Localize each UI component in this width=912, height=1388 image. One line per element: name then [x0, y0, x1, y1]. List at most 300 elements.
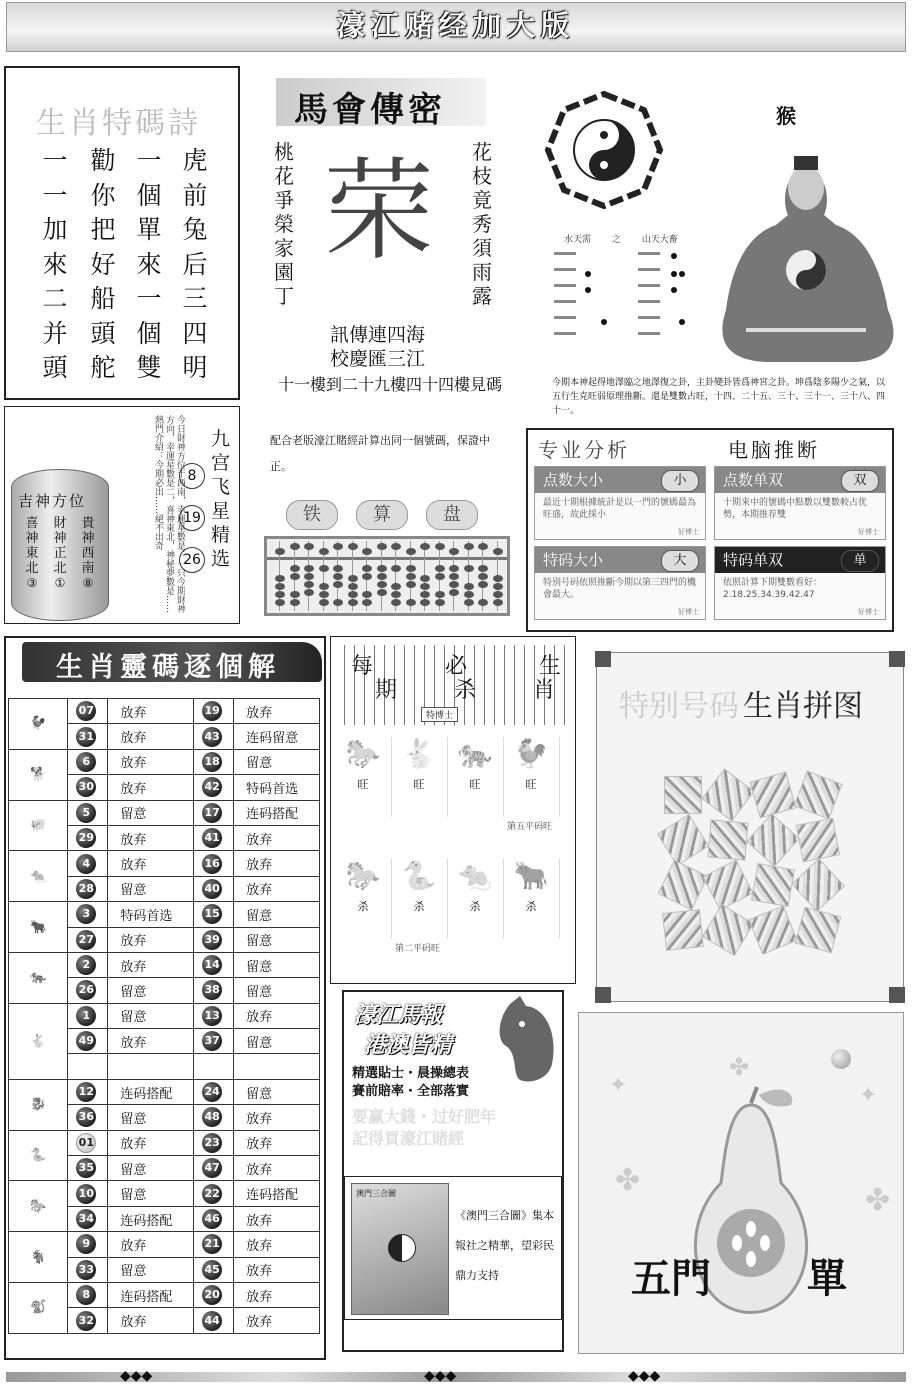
action-cell	[108, 1054, 194, 1079]
action-cell: 放弃	[234, 1257, 320, 1282]
puzzle-piece	[707, 819, 748, 860]
abacus-bar	[267, 557, 507, 560]
action-cell: 留意	[234, 978, 320, 1003]
abacus-bead	[493, 583, 503, 590]
table-row	[9, 800, 320, 825]
abacus-bead	[348, 543, 358, 550]
action-cell: 留意	[234, 952, 320, 977]
poem-char: 并	[42, 318, 68, 348]
nine-palace-number: 26	[179, 547, 205, 573]
abacus-bead	[406, 599, 416, 606]
abacus-bead	[493, 548, 503, 555]
number-cell	[68, 1079, 108, 1104]
ad-title1: 濠江馬報	[354, 1003, 443, 1028]
number-ball: 46	[202, 1209, 222, 1229]
dragon-icon: 🐉	[9, 1079, 68, 1130]
abacus-bead	[362, 591, 372, 598]
weekly-cell	[503, 737, 560, 817]
abacus-bead	[377, 589, 387, 596]
snake-icon: 🐍	[401, 859, 437, 892]
ad-light2: 記得買濠江賭經	[352, 1129, 465, 1148]
number-ball: 9	[76, 1234, 96, 1254]
abacus-bead	[333, 543, 343, 550]
abacus-bead	[464, 591, 474, 598]
number-cell	[68, 749, 108, 774]
number-ball: 29	[76, 828, 96, 848]
analysis-panel-text: 特别号码依照推斷今期以第三四門的機會最大。	[543, 578, 697, 600]
pear-right-text: 單	[807, 1256, 847, 1302]
number-cell	[194, 724, 234, 749]
number-cell	[68, 724, 108, 749]
zodiac-table	[8, 698, 320, 1334]
snake-icon: 🐍	[9, 1130, 68, 1181]
rooster-icon: 🐓	[9, 699, 68, 750]
number-cell	[194, 927, 234, 952]
abacus-bead	[348, 591, 358, 598]
abacus-title-char: 算	[356, 500, 408, 530]
number-ball: 14	[202, 955, 222, 975]
abacus-bead	[377, 581, 387, 588]
abacus-bead	[406, 565, 416, 572]
analysis-title-right: 电脑推断	[728, 438, 820, 462]
number-ball: 33	[76, 1260, 96, 1280]
number-ball: 35	[76, 1158, 96, 1178]
weekly-top-char: 生	[538, 654, 561, 679]
analysis-panel-text: 依照計算下期雙數看好：2.18.25.34.39.42.47	[723, 578, 823, 600]
action-cell: 连码搭配	[108, 1282, 194, 1307]
abacus-bead	[348, 599, 358, 606]
poem-char: 把	[90, 215, 116, 244]
puzzle-piece	[702, 859, 753, 910]
ad-light1: 要赢大錢・过好肥年	[352, 1107, 497, 1126]
number-ball: 26	[76, 980, 96, 1000]
horse-icon: 🐎	[345, 737, 381, 770]
poem-char: 虎	[182, 146, 208, 175]
table-row	[9, 1282, 320, 1307]
flower-icon: ✤	[729, 1053, 750, 1081]
number-cell	[194, 699, 234, 724]
number-cell	[194, 978, 234, 1003]
abacus-bead	[275, 599, 285, 606]
abacus-title-char: 盘	[426, 500, 478, 530]
poem-char: 你	[90, 180, 116, 210]
number-ball: 41	[202, 828, 222, 848]
analysis-panel-label-text: 特码单双	[723, 551, 784, 569]
action-cell: 放弃	[234, 851, 320, 876]
number-ball: 49	[76, 1031, 96, 1051]
action-cell: 留意	[108, 876, 194, 901]
poem-char: 一	[136, 146, 162, 175]
weekly-bottom-char: 杀	[453, 678, 476, 703]
number-ball: 10	[76, 1184, 96, 1204]
number-ball: 18	[202, 752, 222, 772]
analysis-panels	[528, 466, 892, 630]
puzzle-piece	[796, 818, 841, 863]
horse-head-icon	[490, 994, 562, 1086]
number-cell	[194, 1029, 234, 1054]
analysis-panel-foot: 好博士	[858, 528, 879, 536]
pear-left-text: 五門	[631, 1256, 711, 1302]
analysis-panel-foot: 好博士	[678, 528, 699, 536]
action-cell: 连码搭配	[234, 1181, 320, 1206]
number-ball: 20	[202, 1285, 222, 1305]
weekly-cell	[335, 737, 392, 817]
number-ball: 15	[202, 904, 222, 924]
puzzle-corner-bl	[595, 987, 611, 1003]
number-cell	[194, 1232, 234, 1257]
action-cell: 放弃	[234, 1282, 320, 1307]
sparkle-icon: ✦	[609, 1073, 628, 1098]
abacus-bead	[391, 591, 401, 598]
number-ball: 36	[76, 1107, 96, 1127]
puzzle-piece	[658, 860, 709, 911]
number-ball: 01	[76, 1133, 96, 1153]
mahui-line2: 校慶匯三江	[330, 348, 426, 370]
number-ball: 17	[202, 803, 222, 823]
number-cell	[68, 1105, 108, 1130]
number-cell	[194, 1156, 234, 1181]
ad-box	[342, 990, 564, 1352]
number-cell	[194, 952, 234, 977]
abacus-bead	[391, 543, 401, 550]
analysis-panel-label-text: 点数单双	[723, 471, 784, 489]
ox-icon: 🐂	[513, 859, 549, 892]
puzzle-title-dark: 生肖拼图	[743, 689, 863, 724]
weekly-cell	[447, 859, 504, 939]
ad-inner-box	[344, 1176, 562, 1320]
puzzle-piece	[793, 770, 842, 819]
abacus-bead	[275, 575, 285, 582]
number-ball: 45	[202, 1260, 222, 1280]
abacus-section	[262, 420, 514, 620]
number-cell	[194, 1181, 234, 1206]
abacus-bead	[478, 565, 488, 572]
puzzle-piece	[702, 904, 754, 956]
barrel-col	[48, 516, 72, 591]
nine-palace-number: 19	[179, 505, 205, 531]
action-cell: 放弃	[108, 1308, 194, 1333]
action-cell: 放弃	[234, 1130, 320, 1155]
abacus-bead	[391, 583, 401, 590]
ad-cover-image	[351, 1183, 449, 1315]
abacus-bead	[304, 565, 314, 572]
number-ball: 12	[76, 1082, 96, 1102]
action-cell: 留意	[108, 1181, 194, 1206]
nine-palace-number: 8	[179, 463, 205, 489]
abacus-bead	[333, 599, 343, 606]
number-cell	[194, 1206, 234, 1231]
analysis-panel-foot: 好博士	[858, 608, 879, 616]
analysis-panel-chip: 单	[841, 550, 879, 572]
action-cell: 放弃	[108, 825, 194, 850]
abacus-bead	[348, 583, 358, 590]
table-row	[9, 1079, 320, 1104]
action-cell: 留意	[234, 927, 320, 952]
number-cell	[68, 1054, 108, 1079]
abacus-bead	[377, 543, 387, 550]
hexagram-caption	[564, 232, 678, 245]
lucky-vertical-text: 今日財神方位于西南，幸運星數是：一只今期財神方向，幸運星數是二，喜神東北，神秘夢數是……熱門介紹：今期必出……絕不出奇	[153, 415, 185, 613]
mahui-line3: 十一樓到二十九樓四十四樓見碼	[278, 375, 503, 394]
poem-box	[4, 66, 240, 400]
analysis-panel-label	[535, 547, 705, 573]
action-cell: 放弃	[234, 1003, 320, 1028]
horse-icon: 🐎	[9, 1181, 68, 1232]
hexagram-left: 水天需	[564, 235, 592, 245]
mahui-line1: 訊傳連四海	[330, 324, 426, 346]
abacus-bead	[391, 565, 401, 572]
abacus-bead	[478, 573, 488, 580]
rat-icon: 🐀	[9, 851, 68, 902]
barrel-col-label: 貴神西南	[81, 516, 95, 576]
number-ball: 6	[76, 752, 96, 772]
abacus-bead	[319, 548, 329, 555]
action-cell: 放弃	[108, 1130, 194, 1155]
footer-diamonds: ◆◆◆	[120, 1368, 153, 1384]
bagua-paragraph: 今期本神起得地澤臨之地澤復之卦，主卦變卦皆爲神宮之卦。坤爲陰多陽少之氣，以五行生克旺弱原理推斷。還是雙數占旺，十四、二十五、三十、三十一、三十八、四十一。	[552, 378, 886, 416]
weekly-cell-label: 旺	[357, 778, 369, 791]
number-cell	[68, 1232, 108, 1257]
bagua-section	[530, 60, 908, 420]
abacus-bead	[333, 581, 343, 588]
number-cell	[194, 1105, 234, 1130]
number-cell	[194, 1130, 234, 1155]
mahui-left-vertical: 桃花爭榮家園丁	[274, 140, 294, 308]
puzzle-piece	[795, 907, 842, 954]
flower-icon: ✤	[615, 1163, 641, 1198]
abacus-bead	[290, 565, 300, 572]
poem-char: 頭	[42, 353, 68, 382]
action-cell: 放弃	[234, 1105, 320, 1130]
zodiac-table-title-bar	[22, 642, 322, 682]
abacus-bead	[464, 543, 474, 550]
abacus-bead	[362, 548, 372, 555]
barrel-col-num: ⑧	[82, 576, 94, 590]
abacus-bead	[493, 599, 503, 606]
abacus-note: 配合老版濠江賭經計算出同一個號碼，保證中正。	[270, 434, 490, 473]
weekly-row1	[335, 737, 563, 837]
poem-title: 生肖特碼詩	[36, 106, 201, 141]
barrel-col-num: ③	[26, 576, 38, 590]
abacus-bead	[319, 583, 329, 590]
barrel-col-num: ①	[54, 576, 66, 590]
action-cell: 放弃	[234, 1206, 320, 1231]
abacus-bead	[406, 581, 416, 588]
action-cell: 放弃	[108, 851, 194, 876]
number-cell	[68, 1156, 108, 1181]
tiger-icon: 🐅	[9, 952, 68, 1003]
analysis-panel-label-text: 点数大小	[543, 471, 604, 489]
action-cell: 留意	[108, 800, 194, 825]
poem-char: 一	[42, 180, 68, 210]
abacus-bead	[304, 543, 314, 550]
puzzle-corner-tr	[889, 651, 905, 667]
abacus-title	[286, 500, 496, 530]
abacus-bead	[478, 599, 488, 606]
abacus-bead	[449, 581, 459, 588]
poem-char: 好	[90, 249, 116, 279]
number-cell	[68, 1003, 108, 1028]
poem-char: 頭	[90, 318, 116, 348]
action-cell: 连码搭配	[108, 1079, 194, 1104]
number-ball: 44	[202, 1311, 222, 1331]
weekly-row2	[335, 859, 563, 959]
abacus-bead	[290, 599, 300, 606]
number-ball: 22	[202, 1184, 222, 1204]
barrel-header: 吉神方位	[18, 492, 87, 510]
abacus-bead	[420, 591, 430, 598]
number-ball: 31	[76, 727, 96, 747]
weekly-cell	[391, 737, 448, 817]
number-ball: 32	[76, 1311, 96, 1331]
abacus-bead	[420, 575, 430, 582]
action-cell: 放弃	[234, 1232, 320, 1257]
analysis-panel-label	[535, 467, 705, 493]
analysis-panel-chip: 小	[661, 470, 699, 492]
abacus-bead	[449, 548, 459, 555]
abacus-bead	[290, 591, 300, 598]
analysis-panel-chip: 双	[841, 470, 879, 492]
analysis-title-left: 专业分析	[538, 438, 630, 462]
barrel-col	[76, 516, 100, 591]
abacus-bead	[435, 599, 445, 606]
poem-column	[134, 144, 164, 386]
table-row	[9, 1232, 320, 1257]
table-row	[9, 1130, 320, 1155]
number-cell	[194, 851, 234, 876]
analysis-panel-label	[715, 547, 885, 573]
abacus-bead	[478, 543, 488, 550]
number-cell	[68, 775, 108, 800]
puzzle-title-light: 特别号码	[619, 689, 739, 724]
poem-char: 舵	[90, 353, 116, 382]
abacus-bead	[464, 599, 474, 606]
action-cell	[234, 1054, 320, 1079]
ball-icon	[831, 1049, 851, 1069]
abacus-bead	[290, 543, 300, 550]
ad-line2: 賽前賠率・全部落實	[352, 1084, 470, 1099]
table-row	[9, 749, 320, 774]
abacus-bead	[406, 573, 416, 580]
poem-char: 三	[182, 284, 208, 313]
puzzle-piece	[751, 863, 795, 907]
number-cell	[68, 800, 108, 825]
number-cell	[194, 1308, 234, 1333]
abacus-bead	[348, 575, 358, 582]
analysis-panel-chip: 大	[661, 550, 699, 572]
number-cell	[194, 1054, 234, 1079]
action-cell: 留意	[234, 749, 320, 774]
number-cell	[194, 825, 234, 850]
action-cell: 留意	[108, 1156, 194, 1181]
ox-icon: 🐂	[9, 902, 68, 953]
weekly-cell-label: 旺	[469, 778, 481, 791]
number-ball: 42	[202, 777, 222, 797]
number-cell	[68, 1130, 108, 1155]
number-ball: 34	[76, 1209, 96, 1229]
number-ball: 5	[76, 803, 96, 823]
weekly-bottom-row	[375, 673, 555, 704]
number-ball: 8	[76, 1285, 96, 1305]
footer-diamonds: ◆◆◆	[424, 1368, 457, 1384]
puzzle-piece	[746, 813, 800, 867]
puzzle-piece	[701, 768, 754, 821]
puzzle-piece	[657, 814, 709, 866]
analysis-panel-label	[715, 467, 885, 493]
analysis-panel	[714, 546, 886, 620]
tiger-icon: 🐅	[457, 737, 493, 770]
ad-inner-text: 《澳門三合圖》集本報社之精華，望彩民鼎力支持	[455, 1209, 554, 1282]
abacus-bead	[319, 599, 329, 606]
number-cell	[68, 699, 108, 724]
abacus-bead	[333, 565, 343, 572]
number-cell	[68, 1181, 108, 1206]
rabbit-icon: 🐇	[401, 737, 437, 770]
weekly-cell	[391, 859, 448, 939]
bagua-icon	[544, 90, 664, 210]
number-ball: 21	[202, 1234, 222, 1254]
poem-char: 個	[136, 318, 162, 348]
weekly-cell-label: 旺	[525, 778, 537, 791]
abacus-bead	[435, 591, 445, 598]
sage-figure-icon	[706, 140, 906, 370]
abacus-bead	[362, 599, 372, 606]
poem-column	[88, 144, 118, 386]
table-row	[9, 1181, 320, 1206]
poem-char: 船	[90, 284, 116, 313]
action-cell: 留意	[108, 978, 194, 1003]
rabbit-icon: 🐇	[9, 1003, 68, 1079]
weekly-cell-label: 杀	[525, 900, 537, 913]
weekly-cell-label: 旺	[413, 778, 425, 791]
abacus-bead	[420, 599, 430, 606]
number-cell	[68, 1206, 108, 1231]
action-cell: 留意	[234, 902, 320, 927]
abacus-bead	[493, 591, 503, 598]
number-cell	[194, 876, 234, 901]
number-cell	[194, 1257, 234, 1282]
number-cell	[194, 1282, 234, 1307]
weekly-cell	[447, 737, 504, 817]
page-title: 濠江赌经加大版	[336, 9, 575, 42]
poem-char: 勸	[90, 146, 116, 175]
number-ball: 13	[202, 1006, 222, 1026]
number-ball: 47	[202, 1158, 222, 1178]
poem-char: 個	[136, 180, 162, 210]
abacus-bead	[449, 565, 459, 572]
weekly-header	[335, 645, 571, 725]
abacus-bead	[435, 543, 445, 550]
poem-char: 明	[182, 353, 208, 382]
abacus-bead	[377, 565, 387, 572]
number-cell	[194, 1003, 234, 1028]
table-row	[9, 902, 320, 927]
poem-column	[40, 144, 70, 386]
poem-char: 兔	[182, 215, 208, 244]
number-ball: 16	[202, 854, 222, 874]
weekly-cell-label: 杀	[357, 900, 369, 913]
abacus-bead	[362, 565, 372, 572]
number-ball: 07	[76, 701, 96, 721]
action-cell: 放弃	[234, 1308, 320, 1333]
abacus-bead	[304, 589, 314, 596]
number-cell	[68, 902, 108, 927]
number-ball: 43	[202, 727, 222, 747]
analysis-panel	[714, 466, 886, 540]
barrel-col	[20, 516, 44, 591]
analysis-box	[526, 428, 894, 632]
number-ball: 48	[202, 1107, 222, 1127]
